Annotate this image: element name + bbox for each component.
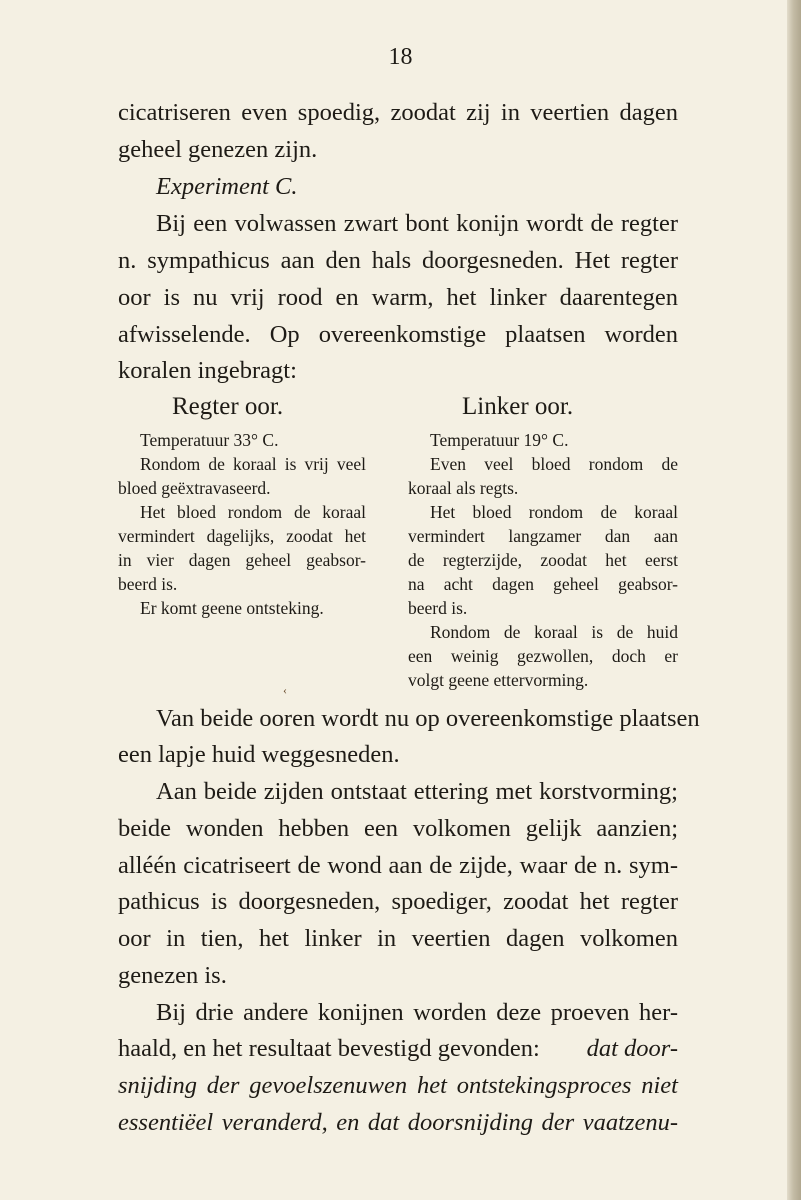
right-column-line: de regterzijde, zoodat het eerst [408, 550, 678, 570]
text-line: afwisselende. Op overeenkomstige plaatsen worden [118, 321, 678, 348]
left-column-line: bloed geëxtravaseerd. [118, 478, 271, 498]
right-column-line: Het bloed rondom de koraal [430, 502, 678, 522]
right-column-line: vermindert langzamer dan aan [408, 526, 678, 546]
text-line: Van beide ooren wordt nu op overeenkomstige plaatsen [156, 705, 700, 732]
left-column-line: beerd is. [118, 574, 178, 594]
text-line: cicatriseren even spoedig, zoodat zij in veertien dagen [118, 99, 678, 126]
right-column-line: na acht dagen geheel geabsor- [408, 574, 678, 594]
text-line-italic: essentiëel veranderd, en dat doorsnijding der vaatzenu- [118, 1109, 678, 1136]
page-edge-shadow [787, 0, 801, 1200]
left-column-line: Er komt geene ontsteking. [140, 598, 324, 618]
text-line: een lapje huid weggesneden. [118, 741, 400, 768]
left-column-line: vermindert dagelijks, zoodat het [118, 526, 366, 546]
text-line: Bij een volwassen zwart bont konijn wordt de regter [156, 210, 678, 237]
right-column-line: Even veel bloed rondom de [430, 454, 678, 474]
text-line-italic: snijding der gevoelszenuwen het ontstekingsproces niet [118, 1072, 678, 1099]
page-number: 18 [388, 44, 413, 70]
italic-segment: dat door- [586, 1035, 678, 1062]
right-column-line: volgt geene ettervorming. [408, 670, 589, 690]
text-line: n. sympathicus aan den hals doorgesneden. Het regter [118, 247, 678, 274]
right-column-line: een weinig gezwollen, doch er [408, 646, 678, 666]
text-line: beide wonden hebben een volkomen gelijk aanzien; [118, 815, 678, 842]
text-line: oor is nu vrij rood en warm, het linker daarentegen [118, 284, 678, 311]
text-line: alléén cicatriseert de wond aan de zijde, waar de n. sym- [118, 852, 678, 879]
text-segment: haald, en het resultaat bevestigd gevonden: [118, 1035, 540, 1062]
left-column-line: Temperatuur 33° C. [140, 430, 279, 450]
text-line: pathicus is doorgesneden, spoediger, zoodat het regter [118, 888, 678, 915]
left-column-line: Rondom de koraal is vrij veel [140, 454, 366, 474]
text-line: koralen ingebragt: [118, 357, 297, 384]
text-line: Bij drie andere konijnen worden deze proeven her- [156, 999, 678, 1026]
left-column-line: in vier dagen geheel geabsor- [118, 550, 366, 570]
experiment-heading: Experiment C. [156, 173, 298, 200]
text-line: oor in tien, het linker in veertien dagen volkomen [118, 925, 678, 952]
text-line: genezen is. [118, 962, 227, 989]
right-column-line: koraal als regts. [408, 478, 519, 498]
right-column-line: Temperatuur 19° C. [430, 430, 569, 450]
text-line: Aan beide zijden ontstaat ettering met korstvorming; [156, 778, 678, 805]
text-line: geheel genezen zijn. [118, 136, 318, 163]
left-column-line: Het bloed rondom de koraal [140, 502, 366, 522]
left-column-heading: Regter oor. [172, 393, 284, 420]
right-column-line: Rondom de koraal is de huid [430, 622, 678, 642]
right-column-heading: Linker oor. [462, 393, 574, 420]
stray-mark: ‹ [283, 683, 287, 697]
text-line [118, 1034, 678, 1064]
right-column-line: beerd is. [408, 598, 468, 618]
